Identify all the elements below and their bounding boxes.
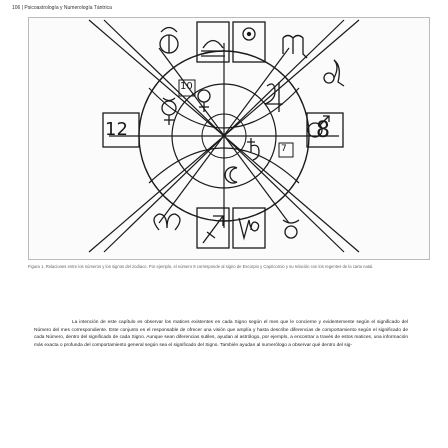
paragraph: La intención de este capítulo es observar los matices existentes en cada Signo según el mes que le concierne y evidentemente según el significado del Número del mes correspondiente. Este conjunto es el responsable de ofrecer una visión que amplía y hasta describe diferencias de comportamiento según el significado de cada Número, dentro del significado de cada Signo. Aunque sean diferencias sutiles, ayudan al astrólogo, por ejemplo, a encontrar a través de estos matices, una información más exacta o profunda del comportamiento general según sea el significado del Signo. También ayudan al numerólogo a observar qué dentro del sig- — [34, 320, 408, 348]
scorpio-glyph — [283, 36, 307, 59]
ascendente-glyph — [160, 28, 178, 54]
capricorn-glyph — [239, 218, 259, 238]
jupiter-glyph — [265, 82, 283, 112]
glyph-layer — [29, 18, 431, 261]
figure-caption: Figura 1. Relaciones entre los números y los signos del zodiaco. Por ejemplo, el número 8 corresponde al signo de Escorpio y Capricornio y su relación con los regentes de la carta natal. — [28, 264, 374, 269]
box-number: 7 — [281, 144, 287, 154]
venus-glyph — [198, 90, 210, 112]
box-number: 10 — [180, 81, 193, 92]
taurus-glyph — [283, 220, 299, 238]
running-header: 106 | Psicoastrología y Numerología Tántrica — [12, 5, 112, 11]
zodiac-diagram — [28, 17, 430, 260]
box-number: 8 — [316, 118, 330, 143]
sun-glyph — [243, 28, 255, 40]
moon-glyph — [225, 167, 237, 183]
saturn-glyph — [247, 138, 259, 160]
leo-glyph — [324, 60, 344, 86]
mercury-glyph — [162, 98, 176, 125]
body-text — [34, 319, 408, 349]
aries-glyph — [154, 214, 180, 230]
box-number: 12 — [105, 119, 128, 140]
sagittarius-glyph — [203, 216, 223, 243]
libra-glyph — [201, 41, 225, 57]
